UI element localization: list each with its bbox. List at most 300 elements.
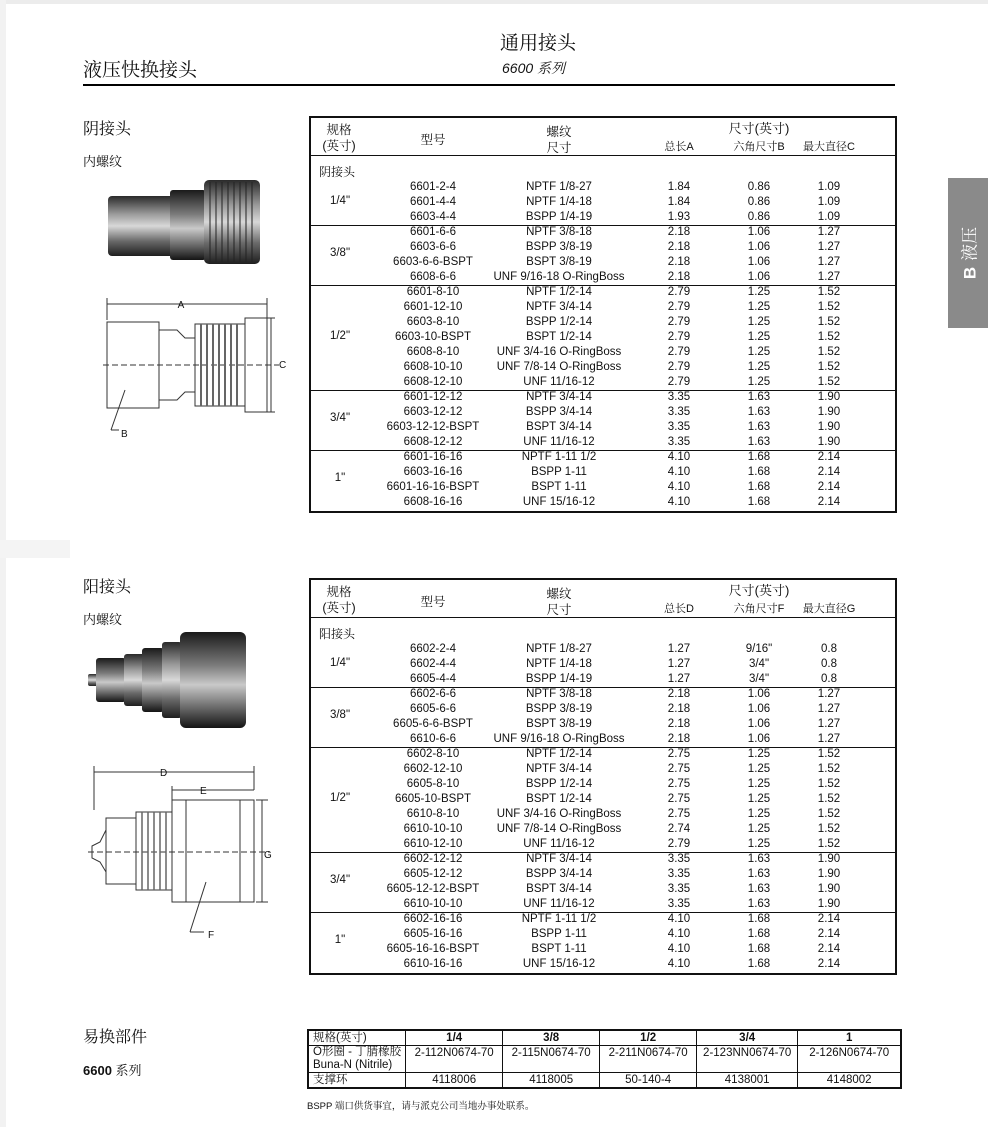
model-cell: 6605-4-4 bbox=[409, 673, 457, 685]
thread-cell: UNF 3/4-16 O-RingBoss bbox=[496, 346, 622, 358]
dim-cell: 2.79 bbox=[667, 286, 691, 298]
col-dim-1: 总长D bbox=[664, 603, 694, 615]
col-dim-1: 总长A bbox=[664, 141, 694, 153]
male-section-title: 阳接头 bbox=[83, 579, 132, 596]
model-cell: 6603-6-6-BSPT bbox=[393, 256, 473, 268]
dim-cell: 1.68 bbox=[747, 481, 771, 493]
thread-cell: UNF 3/4-16 O-RingBoss bbox=[496, 808, 622, 820]
model-cell: 6605-16-16-BSPT bbox=[386, 943, 480, 955]
table-row bbox=[311, 405, 895, 420]
dim-cell: 2.79 bbox=[667, 361, 691, 373]
backup-ring-label: 支撑环 bbox=[308, 1073, 406, 1089]
model-cell: 6608-16-16 bbox=[403, 496, 463, 508]
model-cell: 6605-6-6 bbox=[409, 703, 457, 715]
dim-cell: 0.86 bbox=[747, 196, 771, 208]
col-size-unit: (英寸) bbox=[322, 139, 356, 153]
dim-cell: 2.18 bbox=[667, 718, 691, 730]
dim-cell: 3.35 bbox=[667, 391, 691, 403]
group-size-label: 1/2" bbox=[329, 791, 351, 804]
col-dims-group: 尺寸(英寸) bbox=[728, 583, 790, 598]
group-size-label: 1/4" bbox=[329, 194, 351, 207]
dim-cell: 1.06 bbox=[747, 256, 771, 268]
table-row bbox=[311, 255, 895, 270]
group-size-label: 1/4" bbox=[329, 656, 351, 669]
thread-cell: NPTF 1/2-14 bbox=[526, 286, 592, 298]
dim-cell: 1.25 bbox=[747, 808, 771, 820]
col-thread-label: 螺纹 bbox=[546, 587, 572, 601]
dim-cell: 2.75 bbox=[667, 808, 691, 820]
model-cell: 6608-12-12 bbox=[403, 436, 463, 448]
table-row bbox=[311, 912, 895, 927]
table-row bbox=[311, 300, 895, 315]
size-group bbox=[311, 642, 895, 687]
thread-cell: BSPT 1/2-14 bbox=[526, 331, 592, 343]
size-group bbox=[311, 852, 895, 912]
thread-cell: UNF 11/16-12 bbox=[523, 838, 595, 850]
footnote: BSPP 端口供货事宜，请与派克公司当地办事处联系。 bbox=[307, 1101, 535, 1112]
dim-cell: 1.27 bbox=[667, 643, 691, 655]
dim-cell: 1.52 bbox=[817, 823, 841, 835]
parts-header-col: 1/2 bbox=[600, 1030, 697, 1046]
dim-cell: 1.25 bbox=[747, 316, 771, 328]
thread-cell: BSPP 3/8-19 bbox=[525, 703, 593, 715]
thread-cell: BSPP 3/4-14 bbox=[525, 868, 593, 880]
col-dims-group: 尺寸(英寸) bbox=[728, 121, 790, 136]
model-cell: 6601-12-12 bbox=[403, 391, 463, 403]
table-row bbox=[311, 210, 895, 225]
dim-cell: 1.52 bbox=[817, 286, 841, 298]
dim-cell: 1.09 bbox=[817, 196, 841, 208]
oring-value: 2-126N0674-70 bbox=[798, 1046, 902, 1073]
thread-cell: NPTF 1-11 1/2 bbox=[521, 451, 597, 463]
dim-label-a: A bbox=[177, 300, 185, 311]
side-tab-label: 液压 bbox=[960, 226, 980, 261]
col-size-label: 规格 bbox=[326, 123, 352, 137]
dim-cell: 1.90 bbox=[817, 868, 841, 880]
thread-cell: BSPT 3/8-19 bbox=[526, 718, 592, 730]
model-cell: 6605-8-10 bbox=[406, 778, 460, 790]
dim-cell: 1.63 bbox=[747, 391, 771, 403]
dim-cell: 1.06 bbox=[747, 733, 771, 745]
model-cell: 6603-4-4 bbox=[409, 211, 457, 223]
dim-cell: 1.90 bbox=[817, 421, 841, 433]
table-row bbox=[311, 285, 895, 300]
female-coupler-diagram bbox=[95, 290, 285, 450]
dim-cell: 0.8 bbox=[821, 658, 837, 670]
thread-cell: BSPP 3/4-14 bbox=[525, 406, 593, 418]
model-cell: 6603-6-6 bbox=[409, 241, 457, 253]
dim-cell: 1.68 bbox=[747, 451, 771, 463]
thread-cell: BSPT 3/8-19 bbox=[526, 256, 592, 268]
model-cell: 6601-4-4 bbox=[409, 196, 457, 208]
table-row bbox=[311, 465, 895, 480]
dim-cell: 1.90 bbox=[817, 391, 841, 403]
thread-cell: NPTF 1-11 1/2 bbox=[521, 913, 597, 925]
thread-cell: NPTF 3/8-18 bbox=[526, 226, 592, 238]
dim-cell: 1.68 bbox=[747, 913, 771, 925]
thread-cell: UNF 7/8-14 O-RingBoss bbox=[496, 361, 622, 373]
size-group bbox=[311, 450, 895, 510]
group-size-label: 3/8" bbox=[329, 709, 351, 721]
dim-cell: 1.93 bbox=[667, 211, 691, 223]
dim-cell: 3.35 bbox=[667, 898, 691, 910]
table-row bbox=[311, 480, 895, 495]
dim-cell: 1.68 bbox=[747, 958, 771, 970]
model-cell: 6602-12-12 bbox=[403, 853, 463, 865]
model-cell: 6605-6-6-BSPT bbox=[393, 718, 473, 730]
table-row bbox=[311, 450, 895, 465]
table-row bbox=[311, 390, 895, 405]
model-cell: 6603-8-10 bbox=[406, 316, 460, 328]
thread-cell: NPTF 1/4-18 bbox=[526, 658, 592, 670]
thread-cell: UNF 11/16-12 bbox=[523, 376, 595, 388]
backup-value: 50-140-4 bbox=[600, 1073, 697, 1089]
dim-cell: 2.18 bbox=[667, 271, 691, 283]
oring-label-en: Buna-N (Nitrile) bbox=[313, 1059, 393, 1071]
parts-oring-row bbox=[308, 1046, 901, 1073]
dim-cell: 3.35 bbox=[667, 406, 691, 418]
backup-value: 4118005 bbox=[503, 1073, 600, 1089]
parts-oring-label bbox=[308, 1046, 406, 1073]
model-cell: 6601-8-10 bbox=[406, 286, 460, 298]
dim-cell: 2.75 bbox=[667, 778, 691, 790]
model-cell: 6610-6-6 bbox=[409, 733, 457, 745]
dim-cell: 2.75 bbox=[667, 793, 691, 805]
thread-cell: UNF 15/16-12 bbox=[522, 958, 596, 970]
oring-value: 2-112N0674-70 bbox=[406, 1046, 503, 1073]
thread-cell: NPTF 1/8-27 bbox=[526, 643, 592, 655]
col-model: 型号 bbox=[420, 133, 446, 147]
table-row bbox=[311, 807, 895, 822]
table-row bbox=[311, 495, 895, 510]
parts-header-row bbox=[308, 1030, 901, 1046]
size-group bbox=[311, 285, 895, 390]
dim-cell: 1.27 bbox=[817, 703, 841, 715]
model-cell: 6602-6-6 bbox=[409, 688, 457, 700]
dim-cell: 3.35 bbox=[667, 883, 691, 895]
page-title: 通用接头 bbox=[500, 33, 577, 54]
male-coupler-diagram bbox=[86, 760, 276, 950]
dim-cell: 2.18 bbox=[667, 688, 691, 700]
thread-cell: BSPT 1-11 bbox=[531, 943, 587, 955]
group-size-label: 1" bbox=[334, 472, 346, 484]
dim-cell: 1.52 bbox=[817, 376, 841, 388]
model-cell: 6603-16-16 bbox=[403, 466, 463, 478]
table-header bbox=[311, 580, 895, 618]
dim-cell: 2.79 bbox=[667, 376, 691, 388]
dim-cell: 1.27 bbox=[817, 271, 841, 283]
dim-cell: 0.8 bbox=[821, 673, 837, 685]
table-row bbox=[311, 657, 895, 672]
dim-cell: 1.63 bbox=[747, 883, 771, 895]
table-row bbox=[311, 420, 895, 435]
table-row bbox=[311, 315, 895, 330]
dim-cell: 1.63 bbox=[747, 436, 771, 448]
dim-cell: 3.35 bbox=[667, 421, 691, 433]
oring-label-cn: O形圈 - 丁腈橡胶 bbox=[313, 1046, 402, 1058]
model-cell: 6608-6-6 bbox=[409, 271, 457, 283]
table-row bbox=[311, 702, 895, 717]
thread-cell: BSPP 3/8-19 bbox=[525, 241, 593, 253]
dim-cell: 1.25 bbox=[747, 286, 771, 298]
group-size-label: 3/4" bbox=[329, 874, 351, 886]
dim-cell: 1.68 bbox=[747, 943, 771, 955]
col-model: 型号 bbox=[420, 595, 446, 609]
model-cell: 6602-12-10 bbox=[403, 763, 463, 775]
dim-cell: 1.27 bbox=[817, 241, 841, 253]
dim-cell: 3.35 bbox=[667, 436, 691, 448]
table-row bbox=[311, 345, 895, 360]
dim-cell: 1.06 bbox=[747, 271, 771, 283]
dim-cell: 3/4" bbox=[748, 673, 770, 685]
parts-header-col: 1 bbox=[798, 1030, 902, 1046]
dim-cell: 1.84 bbox=[667, 181, 691, 193]
female-spec-table bbox=[309, 116, 897, 513]
section-gap-band bbox=[0, 540, 70, 558]
catalog-section-title: 液压快换接头 bbox=[83, 60, 198, 81]
dim-cell: 4.10 bbox=[667, 958, 691, 970]
dim-cell: 1.52 bbox=[817, 346, 841, 358]
backup-value: 4138001 bbox=[697, 1073, 798, 1089]
male-coupler-photo bbox=[86, 628, 251, 733]
parts-backup-row bbox=[308, 1073, 901, 1089]
table-row bbox=[311, 942, 895, 957]
thread-cell: BSPP 1/2-14 bbox=[525, 316, 593, 328]
thread-cell: NPTF 1/4-18 bbox=[526, 196, 592, 208]
dim-cell: 1.52 bbox=[817, 763, 841, 775]
model-cell: 6605-12-12 bbox=[403, 868, 463, 880]
model-cell: 6601-16-16 bbox=[403, 451, 463, 463]
thread-cell: UNF 11/16-12 bbox=[523, 436, 595, 448]
thread-cell: NPTF 1/2-14 bbox=[526, 748, 592, 760]
thread-cell: NPTF 3/4-14 bbox=[526, 391, 592, 403]
dim-cell: 1.27 bbox=[817, 718, 841, 730]
dim-cell: 1.63 bbox=[747, 868, 771, 880]
dim-cell: 1.52 bbox=[817, 361, 841, 373]
dim-cell: 1.68 bbox=[747, 496, 771, 508]
oring-value: 2-211N0674-70 bbox=[600, 1046, 697, 1073]
model-cell: 6610-10-10 bbox=[403, 898, 463, 910]
dim-cell: 2.18 bbox=[667, 703, 691, 715]
section-side-tab[interactable] bbox=[948, 178, 988, 328]
parts-header-size: 规格(英寸) bbox=[308, 1030, 406, 1046]
dim-cell: 2.79 bbox=[667, 331, 691, 343]
model-cell: 6603-10-BSPT bbox=[394, 331, 472, 343]
table-row bbox=[311, 792, 895, 807]
thread-cell: BSPP 1-11 bbox=[531, 466, 587, 478]
dim-cell: 2.18 bbox=[667, 241, 691, 253]
dim-label-b: B bbox=[121, 429, 128, 440]
dim-cell: 4.10 bbox=[667, 496, 691, 508]
dim-cell: 9/16" bbox=[745, 643, 773, 655]
dim-cell: 1.25 bbox=[747, 793, 771, 805]
table-row bbox=[311, 435, 895, 450]
thread-cell: BSPT 1-11 bbox=[531, 481, 587, 493]
table-header bbox=[311, 118, 895, 156]
model-cell: 6603-12-12 bbox=[403, 406, 463, 418]
male-spec-table bbox=[309, 578, 897, 975]
replacement-parts-table bbox=[307, 1029, 902, 1089]
dim-cell: 1.25 bbox=[747, 823, 771, 835]
dim-cell: 1.90 bbox=[817, 406, 841, 418]
dim-cell: 1.90 bbox=[817, 853, 841, 865]
dim-cell: 1.06 bbox=[747, 226, 771, 238]
dim-cell: 2.79 bbox=[667, 346, 691, 358]
dim-label-d: D bbox=[160, 768, 168, 779]
thread-cell: BSPP 1/4-19 bbox=[525, 211, 593, 223]
dim-cell: 2.14 bbox=[817, 466, 841, 478]
dim-cell: 4.10 bbox=[667, 451, 691, 463]
group-size-label: 1/2" bbox=[329, 329, 351, 342]
dim-cell: 2.14 bbox=[817, 496, 841, 508]
table-row bbox=[311, 867, 895, 882]
parts-series-word: 系列 bbox=[111, 1063, 142, 1078]
dim-cell: 2.14 bbox=[817, 928, 841, 940]
thread-cell: NPTF 3/8-18 bbox=[526, 688, 592, 700]
thread-cell: UNF 7/8-14 O-RingBoss bbox=[496, 823, 622, 835]
dim-cell: 1.84 bbox=[667, 196, 691, 208]
thread-cell: UNF 11/16-12 bbox=[523, 898, 595, 910]
dim-cell: 0.8 bbox=[821, 643, 837, 655]
table-row bbox=[311, 822, 895, 837]
dim-cell: 2.14 bbox=[817, 958, 841, 970]
thread-cell: BSPP 1/2-14 bbox=[525, 778, 593, 790]
oring-value: 2-123NN0674-70 bbox=[697, 1046, 798, 1073]
backup-value: 4148002 bbox=[798, 1073, 902, 1089]
dim-cell: 1.90 bbox=[817, 436, 841, 448]
thread-cell: BSPP 1-11 bbox=[531, 928, 587, 940]
dim-cell: 1.25 bbox=[747, 748, 771, 760]
dim-cell: 1.25 bbox=[747, 301, 771, 313]
dim-cell: 1.27 bbox=[667, 673, 691, 685]
dim-cell: 1.27 bbox=[817, 226, 841, 238]
model-cell: 6601-2-4 bbox=[409, 181, 457, 193]
group-size-label: 1" bbox=[334, 934, 346, 946]
thread-cell: UNF 9/16-18 O-RingBoss bbox=[493, 271, 625, 283]
female-section-subtitle: 内螺纹 bbox=[83, 154, 123, 169]
dim-cell: 1.27 bbox=[817, 256, 841, 268]
dim-cell: 2.14 bbox=[817, 481, 841, 493]
col-thread-unit: 尺寸 bbox=[546, 603, 572, 617]
parts-header-col: 3/8 bbox=[503, 1030, 600, 1046]
dim-cell: 1.63 bbox=[747, 898, 771, 910]
dim-cell: 1.25 bbox=[747, 331, 771, 343]
table-row bbox=[311, 882, 895, 897]
size-group bbox=[311, 180, 895, 225]
backup-value: 4118006 bbox=[406, 1073, 503, 1089]
table-row bbox=[311, 852, 895, 867]
model-cell: 6602-4-4 bbox=[409, 658, 457, 670]
dim-cell: 1.06 bbox=[747, 703, 771, 715]
page-subtitle: 6600 系列 bbox=[502, 60, 566, 76]
dim-cell: 1.06 bbox=[747, 241, 771, 253]
size-group bbox=[311, 687, 895, 747]
dim-cell: 1.90 bbox=[817, 898, 841, 910]
dim-cell: 2.14 bbox=[817, 943, 841, 955]
table-row bbox=[311, 270, 895, 285]
dim-cell: 2.14 bbox=[817, 451, 841, 463]
left-margin-strip bbox=[0, 0, 6, 1127]
dim-cell: 1.25 bbox=[747, 361, 771, 373]
size-group bbox=[311, 747, 895, 852]
dim-cell: 2.79 bbox=[667, 316, 691, 328]
model-cell: 6610-8-10 bbox=[406, 808, 460, 820]
dim-cell: 1.27 bbox=[817, 688, 841, 700]
oring-value: 2-115N0674-70 bbox=[503, 1046, 600, 1073]
dim-cell: 1.25 bbox=[747, 376, 771, 388]
dim-cell: 1.09 bbox=[817, 211, 841, 223]
model-cell: 6602-2-4 bbox=[409, 643, 457, 655]
model-cell: 6608-10-10 bbox=[403, 361, 463, 373]
dim-label-f: F bbox=[208, 930, 215, 941]
dim-cell: 2.18 bbox=[667, 256, 691, 268]
thread-cell: UNF 9/16-18 O-RingBoss bbox=[493, 733, 625, 745]
model-cell: 6603-12-12-BSPT bbox=[386, 421, 480, 433]
dim-cell: 3.35 bbox=[667, 853, 691, 865]
dim-cell: 2.18 bbox=[667, 733, 691, 745]
dim-cell: 1.68 bbox=[747, 466, 771, 478]
table-row bbox=[311, 330, 895, 345]
dim-cell: 1.52 bbox=[817, 331, 841, 343]
table-row bbox=[311, 240, 895, 255]
parts-header-col: 3/4 bbox=[697, 1030, 798, 1046]
thread-cell: BSPT 1/2-14 bbox=[526, 793, 592, 805]
parts-series-number: 6600 bbox=[83, 1063, 112, 1078]
table-row bbox=[311, 642, 895, 657]
dim-cell: 2.14 bbox=[817, 913, 841, 925]
thread-cell: NPTF 3/4-14 bbox=[526, 853, 592, 865]
model-cell: 6610-16-16 bbox=[403, 958, 463, 970]
dim-cell: 1.52 bbox=[817, 808, 841, 820]
dim-cell: 4.10 bbox=[667, 466, 691, 478]
table-row bbox=[311, 897, 895, 912]
table-row bbox=[311, 195, 895, 210]
col-dim-2: 六角尺寸B bbox=[733, 141, 785, 153]
table-row bbox=[311, 687, 895, 702]
dim-cell: 1.52 bbox=[817, 316, 841, 328]
header-rule bbox=[83, 84, 895, 86]
col-size-unit: (英寸) bbox=[322, 601, 356, 615]
col-dim-2: 六角尺寸F bbox=[733, 603, 785, 615]
table-group-title: 阴接头 bbox=[319, 165, 356, 179]
dim-cell: 1.52 bbox=[817, 778, 841, 790]
female-coupler-photo bbox=[100, 176, 270, 266]
dim-cell: 2.79 bbox=[667, 301, 691, 313]
col-thread-label: 螺纹 bbox=[546, 125, 572, 139]
table-group-title: 阳接头 bbox=[319, 627, 356, 641]
dim-cell: 4.10 bbox=[667, 943, 691, 955]
dim-cell: 2.75 bbox=[667, 763, 691, 775]
col-size-label: 规格 bbox=[326, 585, 352, 599]
model-cell: 6601-6-6 bbox=[409, 226, 457, 238]
top-band bbox=[0, 0, 988, 4]
model-cell: 6608-12-10 bbox=[403, 376, 463, 388]
dim-cell: 1.68 bbox=[747, 928, 771, 940]
table-row bbox=[311, 837, 895, 852]
dim-cell: 1.25 bbox=[747, 763, 771, 775]
dim-cell: 1.52 bbox=[817, 748, 841, 760]
dim-label-g: G bbox=[264, 850, 272, 861]
dim-cell: 1.90 bbox=[817, 883, 841, 895]
table-row bbox=[311, 717, 895, 732]
dim-cell: 1.06 bbox=[747, 718, 771, 730]
dim-cell: 2.18 bbox=[667, 226, 691, 238]
table-row bbox=[311, 957, 895, 972]
table-row bbox=[311, 672, 895, 687]
dim-cell: 1.06 bbox=[747, 688, 771, 700]
model-cell: 6601-12-10 bbox=[403, 301, 463, 313]
table-row bbox=[311, 777, 895, 792]
